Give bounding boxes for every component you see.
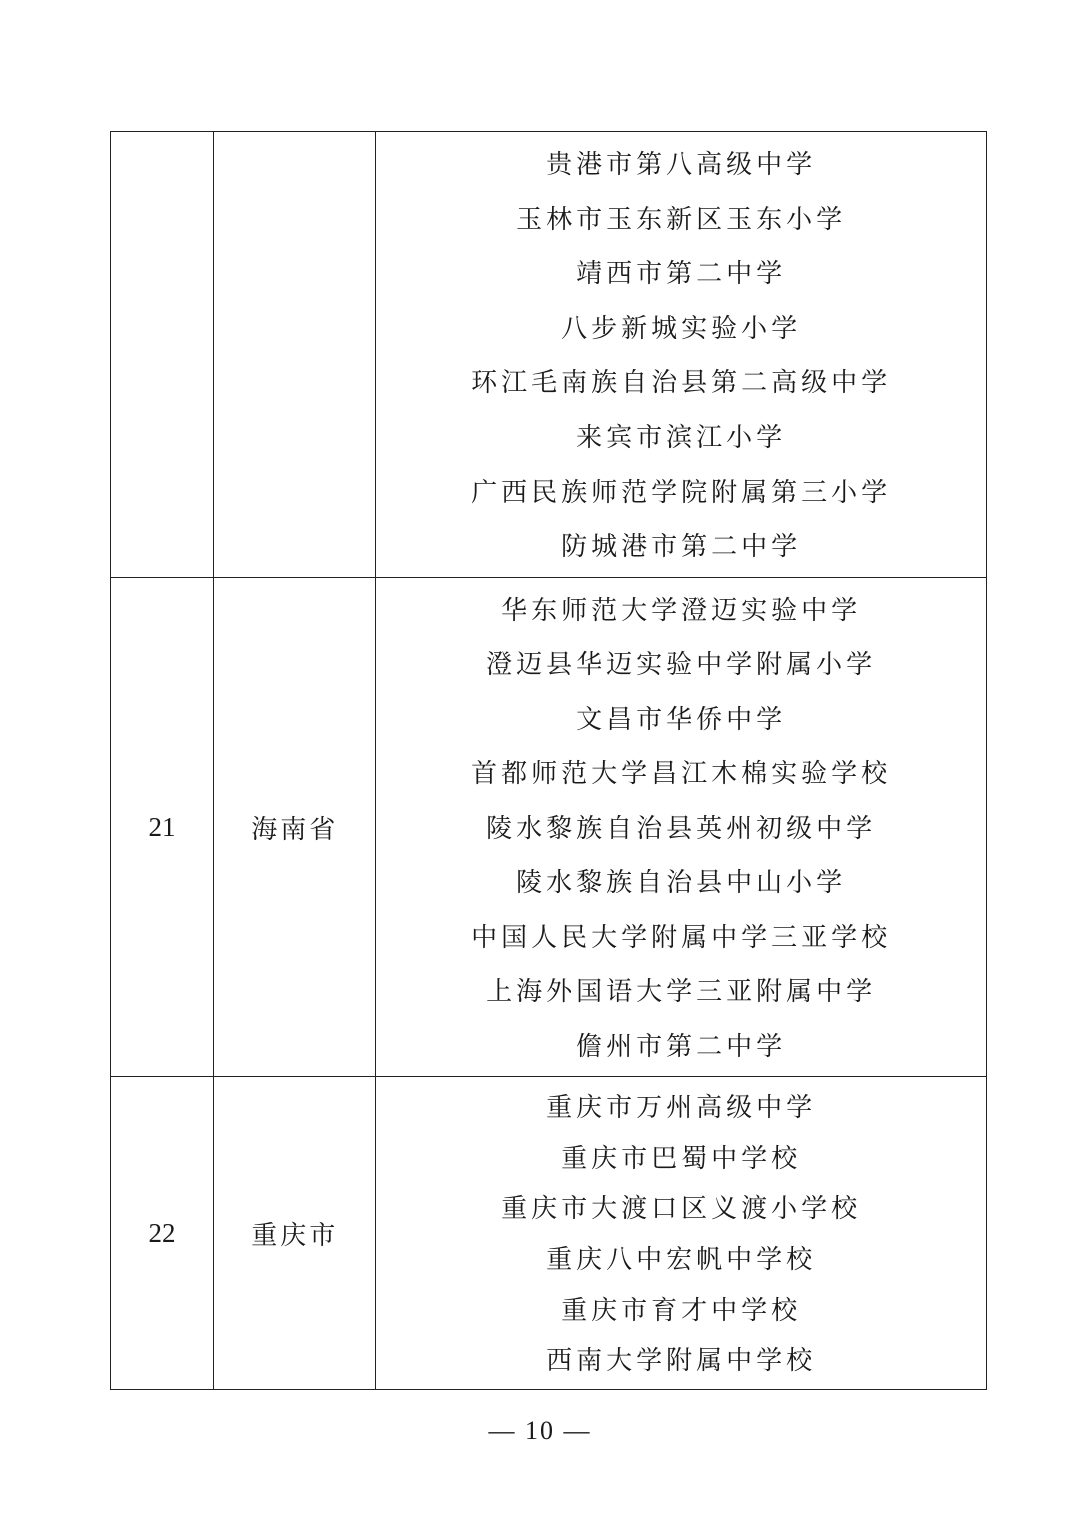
row-number-cell: 21 — [111, 577, 214, 1077]
table-row — [111, 1077, 987, 1390]
school-name: 重庆市万州高级中学 — [546, 1093, 817, 1124]
school-list — [376, 132, 986, 577]
school-name: 重庆市大渡口区义渡小学校 — [501, 1194, 862, 1225]
school-name: 重庆八中宏帆中学校 — [546, 1245, 817, 1276]
school-list — [376, 578, 986, 1077]
school-name: 广西民族师范学院附属第三小学 — [471, 477, 892, 508]
school-list-cell — [376, 1077, 987, 1390]
school-name: 首都师范大学昌江木棉实验学校 — [471, 759, 892, 790]
school-name: 重庆市育才中学校 — [561, 1295, 802, 1326]
school-name: 来宾市滨江小学 — [576, 422, 787, 453]
table-row — [111, 577, 987, 1077]
page-number: — 10 — — [488, 1416, 592, 1445]
school-name: 华东师范大学澄迈实验中学 — [501, 595, 862, 626]
school-name: 环江毛南族自治县第二高级中学 — [471, 368, 892, 399]
school-name: 贵港市第八高级中学 — [546, 150, 817, 180]
province-cell — [214, 132, 376, 578]
school-list-cell — [376, 577, 987, 1077]
school-name: 儋州市第二中学 — [576, 1031, 787, 1062]
row-number-cell: 22 — [111, 1077, 214, 1390]
school-name: 文昌市华侨中学 — [576, 704, 787, 735]
school-name: 陵水黎族自治县英州初级中学 — [486, 813, 877, 844]
school-name: 上海外国语大学三亚附属中学 — [486, 977, 877, 1008]
table-row — [111, 132, 987, 578]
school-name: 陵水黎族自治县中山小学 — [516, 868, 847, 899]
province-cell: 重庆市 — [214, 1077, 376, 1390]
school-name: 澄迈县华迈实验中学附属小学 — [486, 650, 877, 681]
school-name: 西南大学附属中学校 — [546, 1346, 817, 1377]
school-list-cell — [376, 132, 987, 578]
schools-table — [110, 131, 987, 1390]
school-name: 玉林市玉东新区玉东小学 — [516, 204, 847, 235]
school-list — [376, 1077, 986, 1389]
school-name: 中国人民大学附属中学三亚学校 — [471, 922, 892, 953]
province-cell: 海南省 — [214, 577, 376, 1077]
school-name: 靖西市第二中学 — [576, 259, 787, 290]
school-name: 重庆市巴蜀中学校 — [561, 1143, 802, 1174]
row-number-cell — [111, 132, 214, 578]
school-name: 防城港市第二中学 — [561, 532, 802, 563]
school-name: 八步新城实验小学 — [561, 313, 802, 344]
